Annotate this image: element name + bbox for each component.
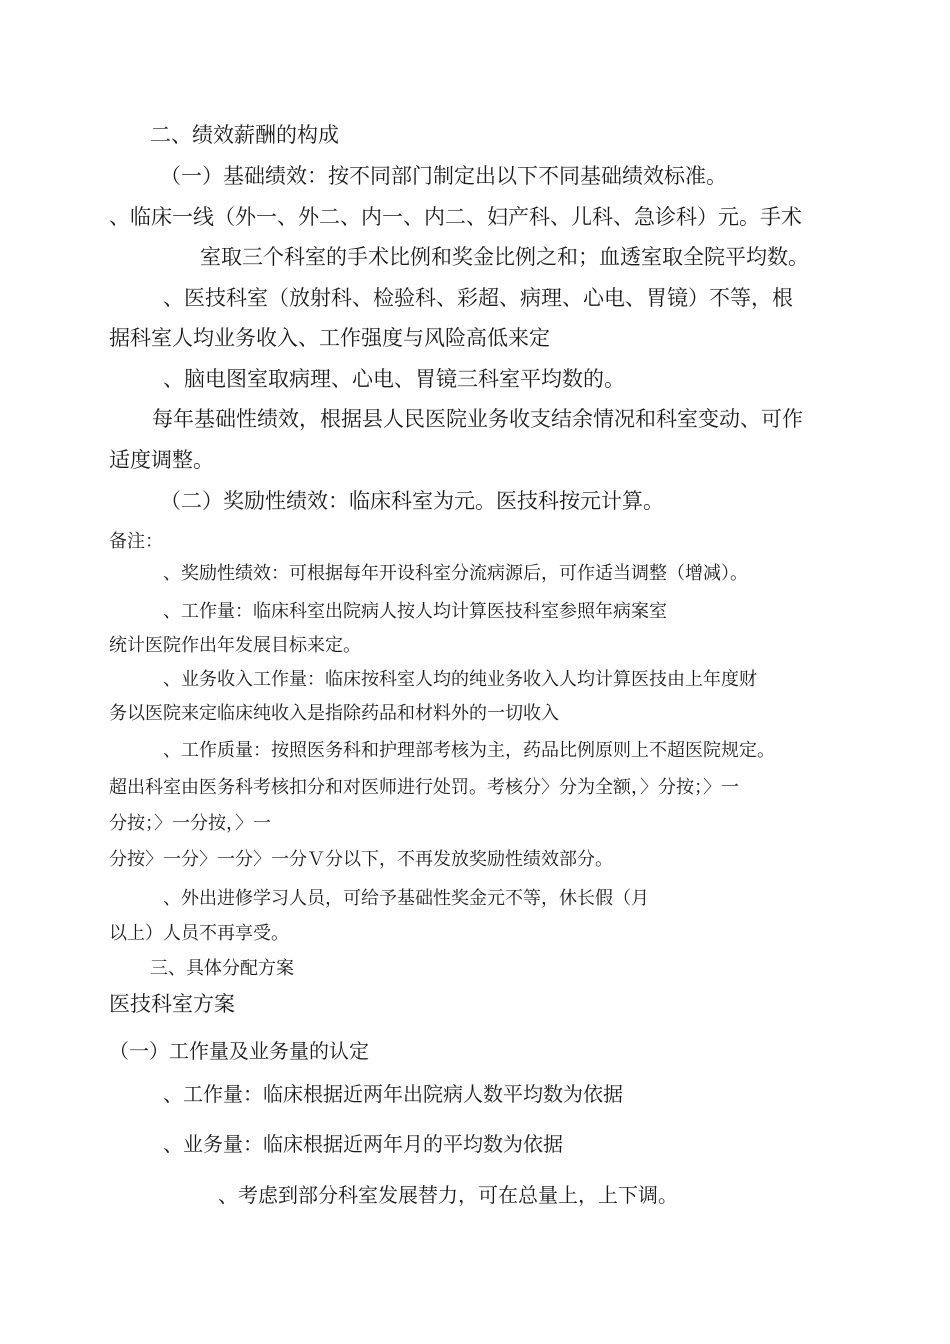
paragraph-line: （二）奖励性绩效：临床科室为元。医技科按元计算。 <box>160 489 664 513</box>
note-line: 分按；〉一分按，〉一 <box>109 813 271 834</box>
note-line: 、工作质量：按照医务科和护理部考核为主，药品比例原则上不超医院规定。 <box>163 740 775 761</box>
note-line: 超出科室由医务科考核扣分和对医师进行处罚。考核分〉分为全额，〉分按；〉一 <box>109 777 739 798</box>
note-line: 、工作量：临床科室出院病人按人均计算医技科室参照年病案室 <box>163 601 667 622</box>
paragraph-line: （一）基础绩效：按不同部门制定出以下不同基础绩效标准。 <box>160 164 727 188</box>
paragraph-line: 、工作量：临床根据近两年出院病人数平均数为依据 <box>163 1082 623 1106</box>
paragraph-line: 据科室人均业务收入、工作强度与风险高低来定 <box>109 326 550 350</box>
note-line: 务以医院来定临床纯收入是指除药品和材料外的一切收入 <box>109 703 559 724</box>
paragraph-line: 、考虑到部分科室发展替力，可在总量上，上下调。 <box>218 1183 678 1207</box>
note-line: 分按〉一分〉一分〉一分Ｖ分以下，不再发放奖励性绩效部分。 <box>109 849 613 870</box>
note-label: 备注： <box>109 531 163 552</box>
note-line: 以上）人员不再享受。 <box>109 923 289 944</box>
paragraph-line: 、脑电图室取病理、心电、胃镜三科室平均数的。 <box>163 367 625 391</box>
paragraph-line: 室取三个科室的手术比例和奖金比例之和；血透室取全院平均数。 <box>200 245 809 269</box>
paragraph-line: 适度调整。 <box>109 448 214 472</box>
section-heading-3: 三、具体分配方案 <box>150 958 294 979</box>
note-line: 、奖励性绩效：可根据每年开设科室分流病源后，可作适当调整（增减）。 <box>163 563 748 584</box>
paragraph-line: 、业务量：临床根据近两年月的平均数为依据 <box>163 1132 563 1156</box>
paragraph-line: 每年基础性绩效，根据县人民医院业务收支结余情况和科室变动、可作 <box>152 407 803 431</box>
note-line: 、外出进修学习人员，可给予基础性奖金元不等，休长假（月 <box>163 888 649 909</box>
note-line: 统计医院作出年发展目标来定。 <box>109 635 361 656</box>
subsection-heading: 医技科室方案 <box>109 992 235 1016</box>
note-line: 、业务收入工作量：临床按科室人均的纯业务收入人均计算医技由上年度财 <box>163 669 757 690</box>
paragraph-line: 、医技科室（放射科、检验科、彩超、病理、心电、胃镜）不等，根 <box>163 286 793 310</box>
item-heading: （一）工作量及业务量的认定 <box>109 1039 369 1063</box>
paragraph-line: 、临床一线（外一、外二、内一、内二、妇产科、儿科、急诊科）元。手术 <box>109 205 802 229</box>
section-heading-2: 二、绩效薪酬的构成 <box>150 123 339 147</box>
